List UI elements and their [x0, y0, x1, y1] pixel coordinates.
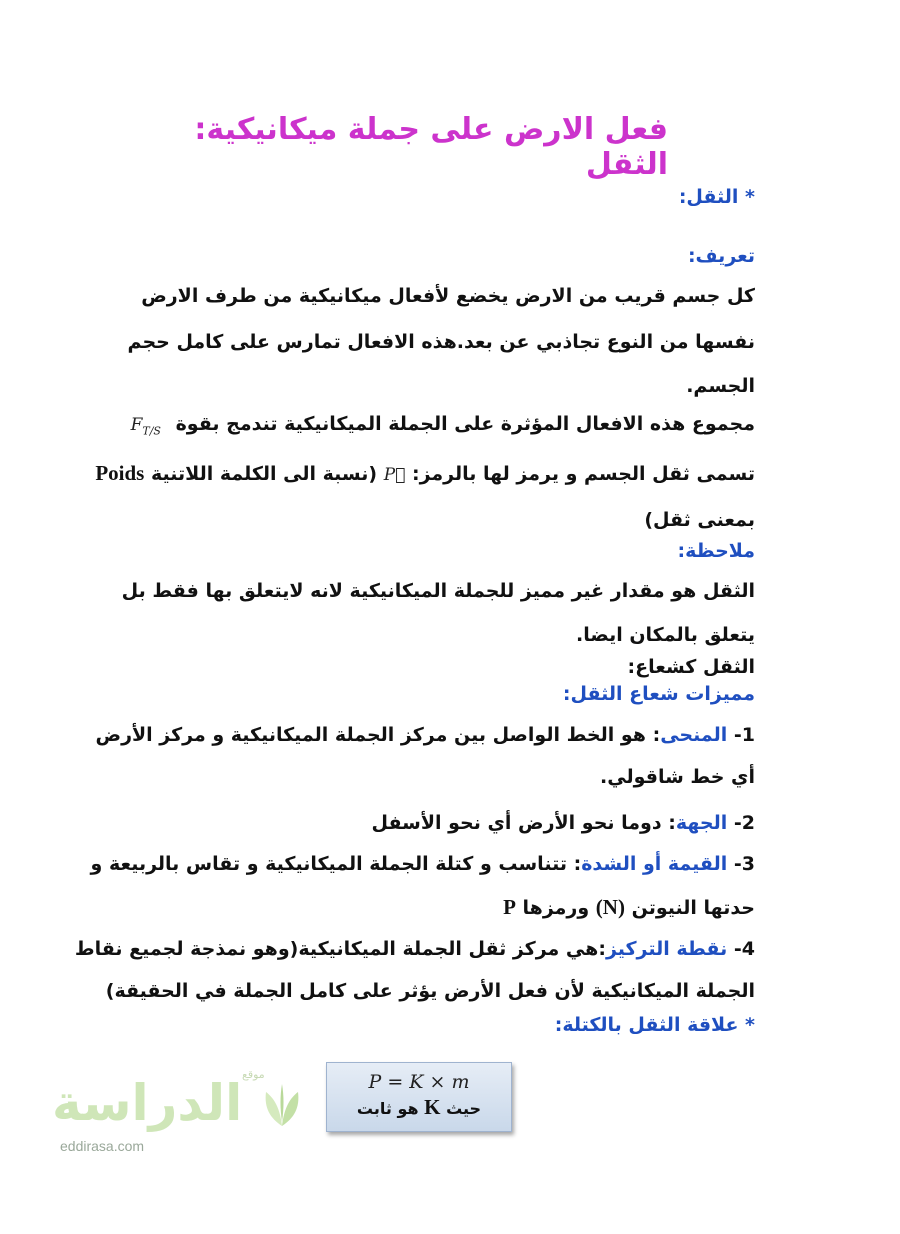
weight-vector-symbol: P⃗: [383, 465, 406, 485]
formula-box: [326, 1062, 512, 1132]
note-line-1: الثقل هو مقدار غير مميز للجملة الميكانيكية لانه لايتعلق بها فقط بل: [121, 580, 755, 602]
note-heading: ملاحظة:: [677, 540, 755, 562]
definition-line-3: الجسم.: [686, 375, 755, 397]
book-leaf-icon: [260, 1082, 304, 1128]
weight-symbol-line-2: بمعنى ثقل): [644, 509, 755, 531]
feature-item-3-line-2: حدتها النيوتن (N) ورمزها P: [503, 895, 755, 919]
feature-label-sense: الجهة: [675, 812, 728, 834]
feature-item-4-line-2: الجملة الميكانيكية لأن فعل الأرض يؤثر على كامل الجملة في الحقيقة): [105, 980, 755, 1002]
feature-item-1-line-2: أي خط شاقولي.: [600, 766, 755, 788]
force-symbol: $F_{T/S}$: [130, 415, 161, 438]
page-title: فعل الارض على جملة ميكانيكية: الثقل: [194, 112, 668, 182]
feature-item-4: 4- نقطة التركيز:هي مركز ثقل الجملة الميكانيكية(وهو نمذجة لجميع نقاط: [74, 938, 755, 960]
weight-symbol-text: تسمى ثقل الجسم و يرمز لها بالرمز:: [411, 463, 755, 485]
watermark-small: موقع: [242, 1068, 265, 1081]
sum-of-actions-line: [130, 413, 755, 438]
definition-line-2: نفسها من النوع تجاذبي عن بعد.هذه الافعال تمارس على كامل حجم: [127, 331, 755, 353]
feature-item-3: 3- القيمة أو الشدة: تتناسب و كتلة الجملة الميكانيكية و تقاس بالربيعة و: [90, 853, 755, 875]
watermark-url: eddirasa.com: [60, 1138, 145, 1154]
watermark-brand: الدراسة: [52, 1074, 243, 1132]
section-heading-weight: * الثقل:: [678, 186, 755, 208]
poids-word: Poids: [95, 461, 145, 485]
vector-heading: الثقل كشعاع:: [627, 656, 755, 678]
feature-label-magnitude: القيمة أو الشدة: [581, 853, 728, 875]
features-heading: مميزات شعاع الثقل:: [562, 683, 755, 705]
watermark-logo: [42, 1068, 302, 1160]
feature-label-direction: المنحى: [660, 724, 728, 746]
weight-symbol-line: [95, 461, 755, 486]
feature-item-1: 1- المنحى: هو الخط الواصل بين مركز الجملة الميكانيكية و مركز الأرض: [95, 724, 755, 746]
feature-item-2: 2- الجهة: دوما نحو الأرض أي نحو الأسفل: [371, 812, 755, 834]
note-line-2: يتعلق بالمكان ايضا.: [576, 624, 755, 646]
weight-symbol-text-2: (نسبة الى الكلمة اللاتنية: [150, 463, 378, 485]
definition-line-1: كل جسم قريب من الارض يخضع لأفعال ميكانيكية من طرف الارض: [141, 285, 755, 307]
formula-note: حيث K هو ثابت: [356, 1095, 482, 1119]
feature-label-application-point: نقطة التركيز: [605, 938, 728, 960]
sum-line-text: مجموع هذه الافعال المؤثرة على الجملة الميكانيكية تندمج بقوة: [175, 413, 755, 435]
section-heading-weight-mass: * علاقة الثقل بالكتلة:: [554, 1014, 755, 1036]
definition-heading: تعريف:: [687, 245, 755, 267]
formula-equation: P = K × m: [368, 1071, 470, 1093]
